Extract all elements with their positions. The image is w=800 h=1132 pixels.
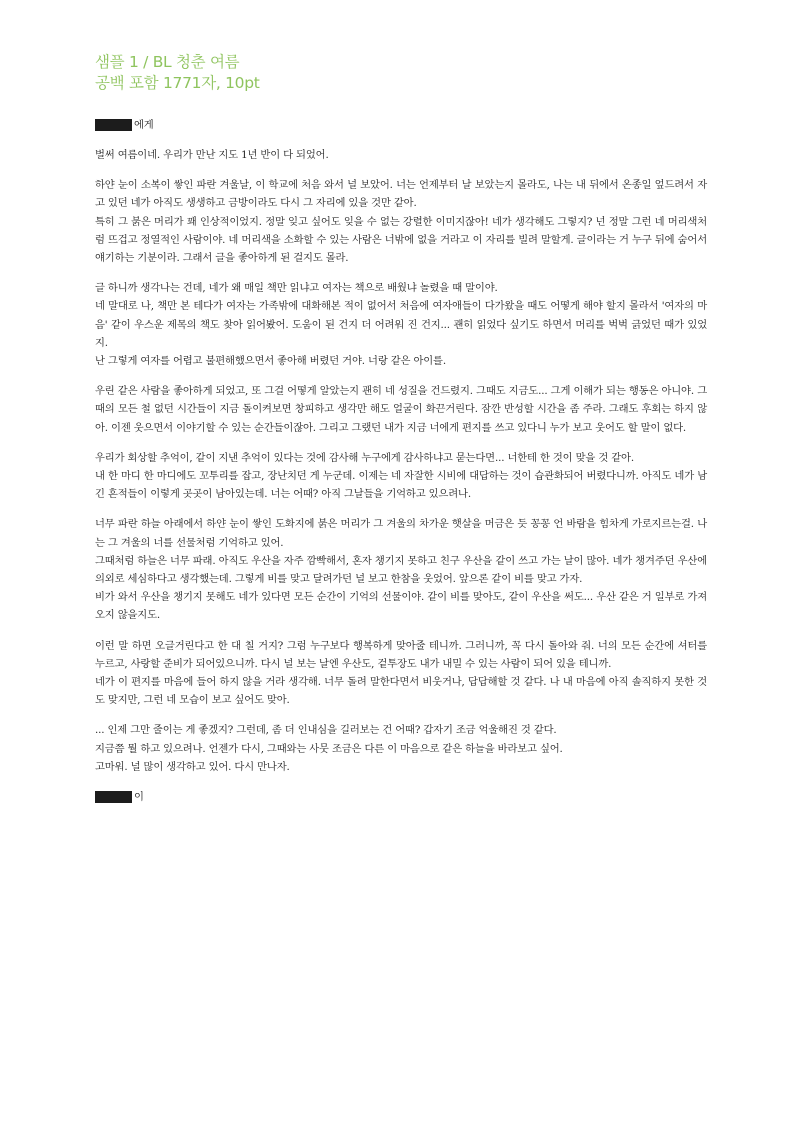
signature bbox=[95, 788, 707, 806]
paragraph bbox=[95, 637, 707, 710]
paragraph bbox=[95, 176, 707, 267]
paragraph-line: 그때처럼 하늘은 너무 파래. 아직도 우산을 자주 깜빡해서, 혼자 챙기지 못하고 친구 우산을 같이 쓰고 가는 날이 많아. 네가 챙겨주던 우산에 의외로 세심하다고 생각했는데. 그렇게 비를 맞고 달려가던 널 보고 한참을 웃었어. 앞으론 같이 비를 맞고 가자. bbox=[95, 554, 707, 586]
paragraph-line: 우린 같은 사람을 좋아하게 되었고, 또 그걸 어떻게 알았는지 괜히 네 성질을 건드렸지. 그때도 지금도... 그게 이해가 되는 행동은 아니야. 그때의 모든 철 없던 시간들이 지금 돌이켜보면 창피하고 생각만 해도 얼굴이 화끈거린다. 잠깐 반성할 시간을 좀 주라. 그래도 후회는 하지 않아. 이젠 웃으면서 이야기할 수 있는 순간들이잖아. 그리고 그랬던 내가 지금 너에게 편지를 쓰고 있다니 누가 보고 웃어도 할 말이 없다. bbox=[95, 385, 707, 434]
paragraph-line: 난 그렇게 여자를 어렵고 불편해했으면서 좋아해 버렸던 거야. 너랑 같은 아이를. bbox=[95, 355, 446, 368]
paragraph bbox=[95, 515, 707, 624]
paragraph-line: 지금쯤 뭘 하고 있으려나. 언젠가 다시, 그때와는 사뭇 조금은 다른 이 마음으로 같은 하늘을 바라보고 싶어. bbox=[95, 742, 563, 755]
signature-suffix: 이 bbox=[134, 791, 144, 803]
paragraph bbox=[95, 279, 707, 370]
paragraph-line: 글 하니까 생각나는 건데, 네가 왜 매일 책만 읽냐고 여자는 책으로 배웠냐 놀렸을 때 말이야. bbox=[95, 282, 498, 295]
paragraph bbox=[95, 382, 707, 437]
letter-body bbox=[95, 116, 707, 806]
paragraph-line: 우리가 회상할 추억이, 같이 지낸 추억이 있다는 것에 감사해 누구에게 감사하냐고 묻는다면... 너한테 한 것이 맞을 것 같아. bbox=[95, 451, 634, 464]
paragraph-line: 벌써 여름이네. 우리가 만난 지도 1년 반이 다 되었어. bbox=[95, 149, 329, 161]
paragraph-line: 하얀 눈이 소복이 쌓인 파란 겨울날, 이 학교에 처음 와서 널 보았어. 너는 언제부터 날 보았는지 몰라도, 나는 내 뒤에서 온종일 엎드려서 자고 있던 네가 아직도 생생하고 금방이라도 다시 그 자리에 있을 것만 같아. bbox=[95, 179, 707, 210]
paragraph-line: 내 한 마디 한 마디에도 꼬투리를 잡고, 장난치던 게 누군데. 이제는 네 자잘한 시비에 대답하는 것이 습관화되어 버렸다니까. 아직도 네가 남긴 흔적들이 이렇게 곳곳이 남아있는데. 너는 어때? 아직 그날들을 기억하고 있으려나. bbox=[95, 470, 707, 501]
paragraph-line: 특히 그 붉은 머리가 꽤 인상적이었지. 정말 잊고 싶어도 잊을 수 없는 강렬한 이미지잖아! 네가 생각해도 그렇지? 넌 정말 그런 네 머리색처럼 뜨겁고 정열적인 사람이야. 네 머리색을 소화할 수 있는 사람은 너밖에 없을 거라고 이 자리를 빌려 말할게. 글이라는 거 누구 뒤에 숨어서 얘기하는 기분이라. 그래서 글을 좋아하게 된 걸지도 몰라. bbox=[95, 215, 707, 265]
salutation bbox=[95, 116, 707, 134]
paragraph-line: 네가 이 편지를 마음에 들어 하지 않을 거라 생각해. 너무 돌려 말한다면서 비웃거나, 답답해할 것 같다. 나 내 마음에 아직 솔직하지 못한 것도 맞지만, 그런 네 모습이 보고 싶어도 맞아. bbox=[95, 676, 707, 707]
paragraph-line: 네 말대로 나, 책만 본 테다가 여자는 가족밖에 대화해본 적이 없어서 처음에 여자애들이 다가왔을 때도 어떻게 해야 할지 몰라서 '여자의 마음' 같이 우스운 제목의 책도 찾아 읽어봤어. 도움이 된 건지 더 어려워 진 건지... 괜히 읽었다 싶기도 하면서 머리를 벅벅 긁었던 때가 있었지. bbox=[95, 300, 707, 349]
paragraph bbox=[95, 721, 707, 776]
paragraph-line: 비가 와서 우산을 챙기지 못해도 네가 있다면 모든 순간이 기억의 선물이야. 같이 비를 맞아도, 같이 우산을 써도... 우산 같은 거 일부로 가져오지 않을지도. bbox=[95, 591, 707, 622]
paragraph-line: 너무 파란 하늘 아래에서 하얀 눈이 쌓인 도화지에 붉은 머리가 그 겨울의 차가운 햇살을 머금은 듯 꽁꽁 언 바람을 힘차게 가로지르는걸. 나는 그 겨울의 너를 선물처럼 기억하고 있어. bbox=[95, 518, 707, 549]
paragraph-line: ... 인제 그만 줄이는 게 좋겠지? 그런데, 좀 더 인내심을 길러보는 건 어때? 갑자기 조금 억울해진 것 같다. bbox=[95, 724, 557, 737]
paragraph-line: 이런 말 하면 오글거린다고 한 대 칠 거지? 그럼 누구보다 행복하게 맞아줄 테니까. 그러니까, 꼭 다시 돌아와 줘. 너의 모든 순간에 셔터를 누르고, 사랑할 준비가 되어있으니까. 다시 널 보는 날엔 우산도, 겉투장도 내가 내밀 수 있는 사람이 되어 있을 테니까. bbox=[95, 639, 707, 670]
paragraph bbox=[95, 146, 707, 164]
redacted-name bbox=[95, 791, 132, 803]
redacted-name bbox=[95, 119, 132, 131]
sample-title: 샘플 1 / BL 청춘 여름 bbox=[95, 53, 240, 71]
sample-header bbox=[95, 52, 260, 94]
salutation-suffix: 에게 bbox=[134, 118, 154, 131]
paragraph-line: 고마워. 널 많이 생각하고 있어. 다시 만나자. bbox=[95, 760, 290, 773]
sample-meta: 공백 포함 1771자, 10pt bbox=[95, 74, 260, 92]
paragraph bbox=[95, 449, 707, 504]
